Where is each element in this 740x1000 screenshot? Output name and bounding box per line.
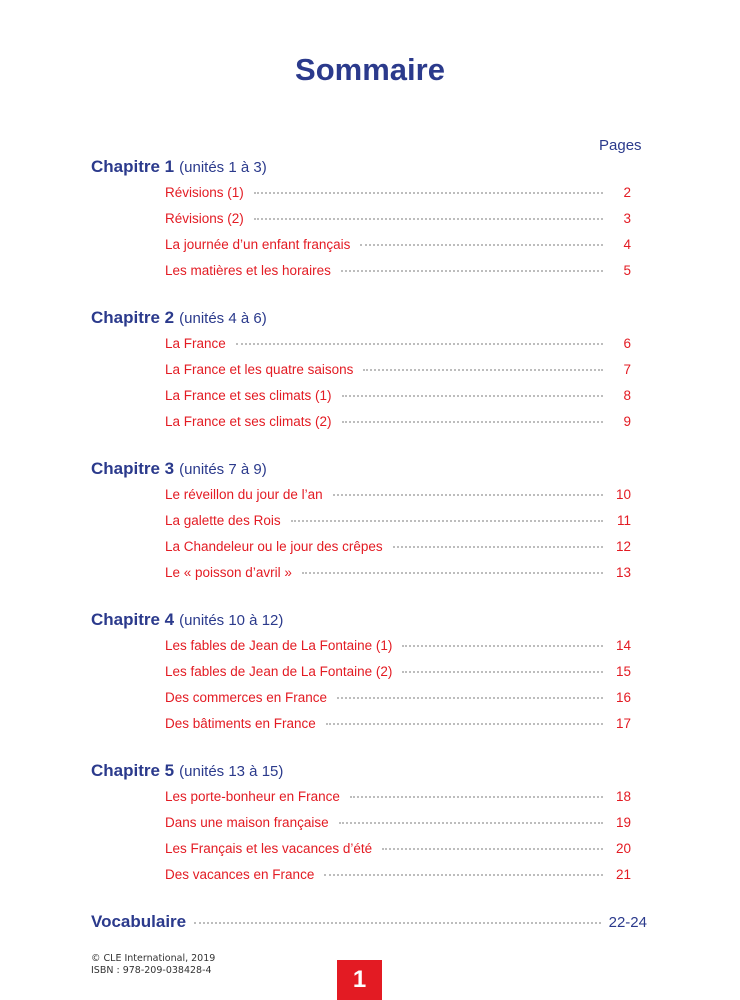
toc-entry[interactable] — [165, 690, 631, 710]
toc-entry-page: 10 — [615, 487, 631, 502]
chapter-heading — [91, 459, 267, 479]
dot-leader — [382, 848, 603, 850]
toc-entry-page: 21 — [615, 867, 631, 882]
page-number-badge: 1 — [337, 960, 382, 1000]
chapter-3 — [91, 459, 651, 619]
toc-entry[interactable] — [165, 565, 631, 585]
toc-entry-label: Les fables de Jean de La Fontaine (2) — [165, 664, 393, 679]
chapter-units: (unités 4 à 6) — [179, 310, 267, 327]
chapter-units: (unités 13 à 15) — [179, 763, 284, 780]
toc-entry[interactable] — [165, 841, 631, 861]
dot-leader — [350, 796, 603, 798]
toc-entry-label: La France et ses climats (1) — [165, 388, 332, 403]
chapter-units: (unités 1 à 3) — [179, 159, 267, 176]
toc-entry-page: 7 — [623, 362, 631, 377]
toc-entry-label: Dans une maison française — [165, 815, 329, 830]
dot-leader — [402, 645, 603, 647]
toc-entry[interactable] — [165, 185, 631, 205]
toc-entry-page: 20 — [615, 841, 631, 856]
toc-entry-label: Des bâtiments en France — [165, 716, 316, 731]
toc-entry[interactable] — [165, 362, 631, 382]
dot-leader — [339, 822, 603, 824]
chapter-1 — [91, 157, 651, 317]
toc-entry-page: 17 — [615, 716, 631, 731]
chapter-name: Chapitre 2 — [91, 308, 175, 327]
toc-entry-page: 5 — [623, 263, 631, 278]
toc-entry-page: 11 — [616, 513, 631, 528]
dot-leader — [236, 343, 603, 345]
toc-entry[interactable] — [165, 664, 631, 684]
toc-entry[interactable] — [165, 211, 631, 231]
toc-entry-label: Les porte-bonheur en France — [165, 789, 340, 804]
toc-entry[interactable] — [165, 263, 631, 283]
toc-entry-label: Des vacances en France — [165, 867, 315, 882]
pages-column-header: Pages — [599, 137, 642, 154]
chapter-units: (unités 10 à 12) — [179, 612, 284, 629]
toc-entry[interactable] — [165, 867, 631, 887]
dot-leader — [291, 520, 603, 522]
chapter-name: Chapitre 1 — [91, 157, 175, 176]
dot-leader — [337, 697, 603, 699]
toc-entry[interactable] — [165, 336, 631, 356]
toc-entry[interactable] — [165, 638, 631, 658]
chapter-heading — [91, 308, 267, 328]
dot-leader — [254, 192, 603, 194]
chapter-4 — [91, 610, 651, 770]
toc-entry-page: 3 — [623, 211, 631, 226]
dot-leader — [342, 421, 603, 423]
page-title: Sommaire — [295, 52, 445, 87]
toc-entry[interactable] — [165, 388, 631, 408]
dot-leader — [402, 671, 603, 673]
chapter-units: (unités 7 à 9) — [179, 461, 267, 478]
toc-entry-label: Révisions (2) — [165, 211, 244, 226]
copyright-line: © CLE International, 2019 — [91, 953, 216, 964]
dot-leader — [333, 494, 603, 496]
toc-entry[interactable] — [165, 716, 631, 736]
toc-entry-page: 2 — [623, 185, 631, 200]
toc-entry-label: La France — [165, 336, 226, 351]
chapter-5 — [91, 761, 651, 921]
vocabulary-entry[interactable] — [91, 912, 647, 932]
toc-entry-page: 13 — [615, 565, 631, 580]
toc-entry-page: 6 — [623, 336, 631, 351]
dot-leader — [194, 922, 601, 924]
toc-entry-page: 8 — [623, 388, 631, 403]
toc-entry-label: Les fables de Jean de La Fontaine (1) — [165, 638, 393, 653]
toc-entry-label: La galette des Rois — [165, 513, 281, 528]
toc-entry-page: 9 — [623, 414, 631, 429]
toc-entry-page: 15 — [615, 664, 631, 679]
dot-leader — [360, 244, 603, 246]
chapter-name: Chapitre 4 — [91, 610, 175, 629]
toc-entry-label: La journée d’un enfant français — [165, 237, 351, 252]
toc-entry-page: 4 — [623, 237, 631, 252]
dot-leader — [254, 218, 603, 220]
toc-entry-page: 18 — [615, 789, 631, 804]
toc-entry-label: La France et les quatre saisons — [165, 362, 354, 377]
toc-entry-page: 16 — [615, 690, 631, 705]
toc-entry[interactable] — [165, 789, 631, 809]
toc-entry-label: Le réveillon du jour de l’an — [165, 487, 323, 502]
chapter-heading — [91, 761, 283, 781]
chapter-heading — [91, 157, 267, 177]
toc-entry[interactable] — [165, 414, 631, 434]
chapter-name: Chapitre 5 — [91, 761, 175, 780]
chapter-heading — [91, 610, 283, 630]
toc-entry-label: La Chandeleur ou le jour des crêpes — [165, 539, 383, 554]
toc-entry[interactable] — [165, 815, 631, 835]
toc-entry[interactable] — [165, 237, 631, 257]
toc-entry-page: 12 — [615, 539, 631, 554]
dot-leader — [393, 546, 603, 548]
chapter-2 — [91, 308, 651, 468]
dot-leader — [342, 395, 603, 397]
toc-entry-label: Le « poisson d’avril » — [165, 565, 292, 580]
isbn-line: ISBN : 978-209-038428-4 — [91, 965, 212, 976]
toc-entry-page: 14 — [615, 638, 631, 653]
toc-entry-label: Les matières et les horaires — [165, 263, 331, 278]
toc-entry-label: La France et ses climats (2) — [165, 414, 332, 429]
dot-leader — [363, 369, 603, 371]
toc-entry-label: Des commerces en France — [165, 690, 328, 705]
toc-entry-label: Révisions (1) — [165, 185, 244, 200]
dot-leader — [302, 572, 603, 574]
dot-leader — [326, 723, 603, 725]
dot-leader — [341, 270, 603, 272]
toc-entry[interactable] — [165, 487, 631, 507]
dot-leader — [324, 874, 603, 876]
toc-entry[interactable] — [165, 539, 631, 559]
vocabulary-page: 22-24 — [608, 914, 647, 931]
chapter-name: Chapitre 3 — [91, 459, 175, 478]
toc-entry[interactable] — [165, 513, 631, 533]
toc-entry-label: Les Français et les vacances d’été — [165, 841, 373, 856]
copyright-notice — [91, 953, 215, 977]
vocabulary-label: Vocabulaire — [91, 912, 187, 931]
toc-entry-page: 19 — [615, 815, 631, 830]
